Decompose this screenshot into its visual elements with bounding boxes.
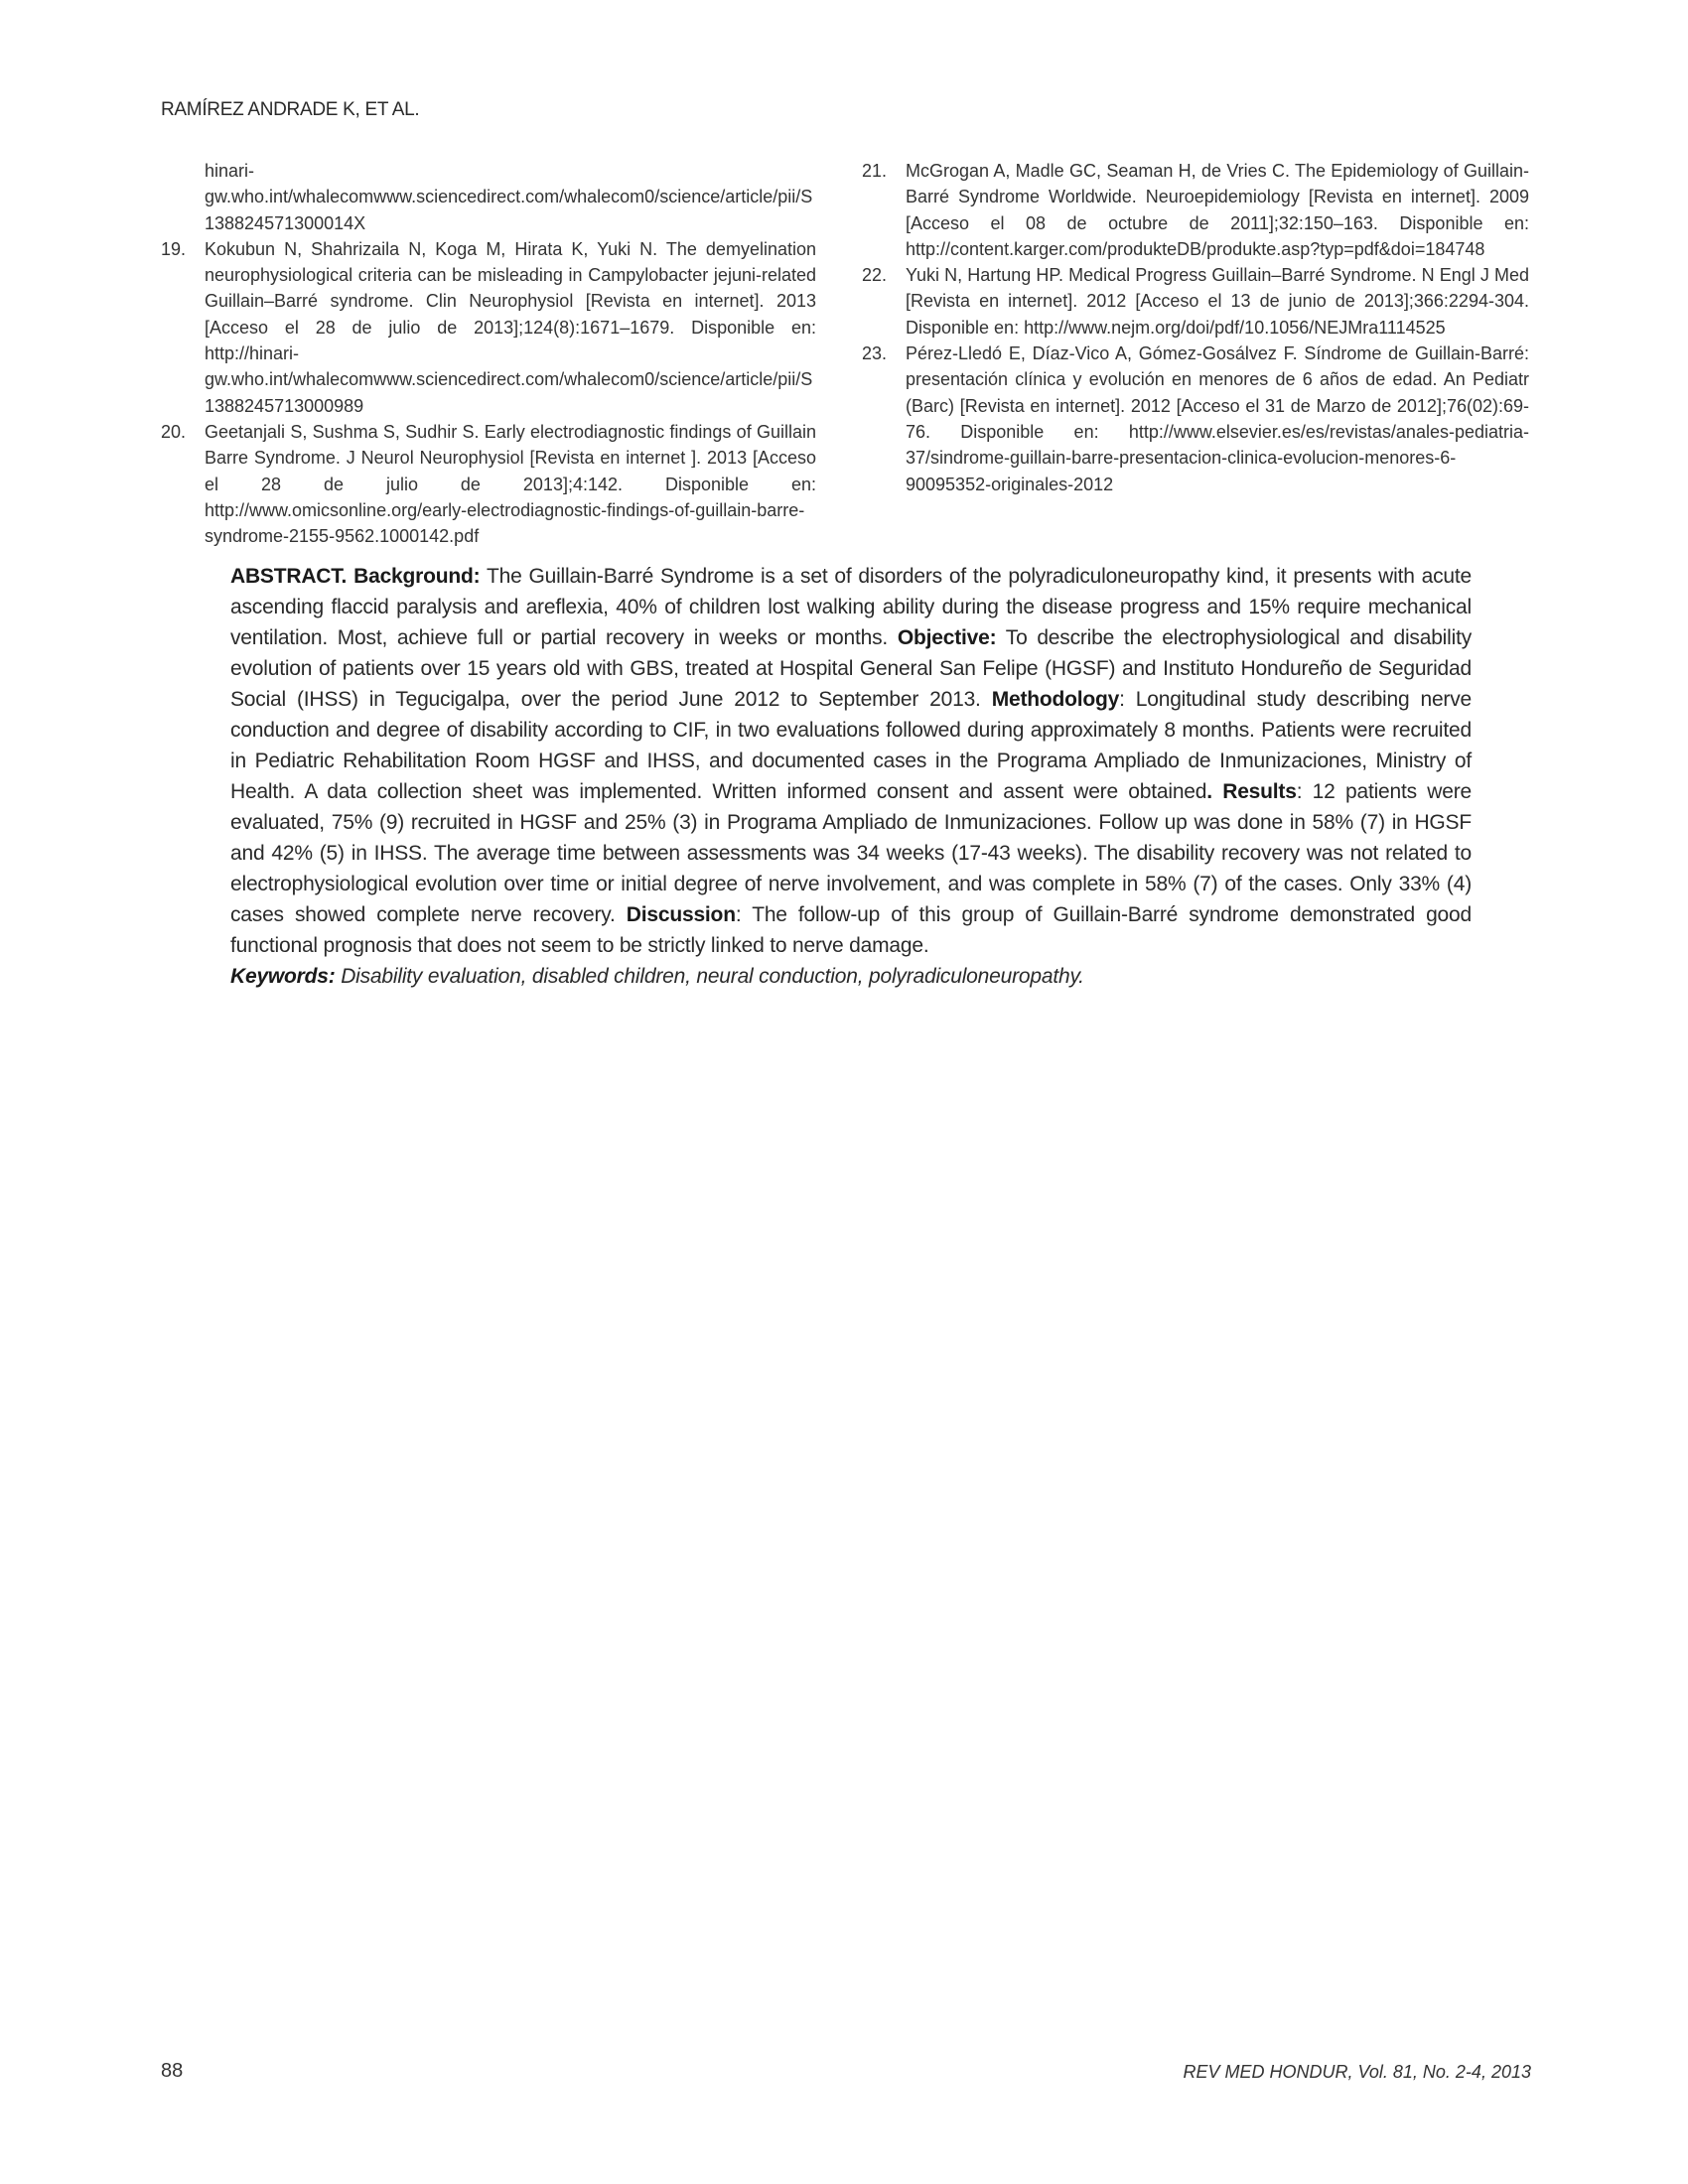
reference-text: hinari-gw.who.int/whalecomwww.sciencedirect.com/whalecom0/science/article/pii/S138824571300014X (205, 161, 813, 233)
objective-text: To describe the electrophysiological and disability evolution of patients over 15 years old with GBS, treated at Hospital General San Felipe (HGSF) and Instituto Hondureño de Seguridad Social (IHSS) in Tegucigalpa, over the period June 2012 to September 2013. (230, 626, 1472, 711)
reference-text: McGrogan A, Madle GC, Seaman H, de Vries C. The Epidemiology of Guillain-Barré Syndrome Worldwide. Neuroepidemiology [Revista en internet]. 2009 [Acceso el 08 de octubre de 2011];32:150–163. Disponible en: http://content.karger.com/produkteDB/produkte.asp?typ=pdf&doi=184748 (906, 161, 1529, 259)
background-label: Background: (353, 565, 481, 588)
reference-text: Pérez-Lledó E, Díaz-Vico A, Gómez-Gosálvez F. Síndrome de Guillain-Barré: presentación clínica y evolución en menores de 6 años de edad. An Pediatr (Barc) [Revista en internet]. 2012 [Acceso el 31 de Marzo de 2012];76(02):69-76. Disponible en: http://www.elsevier.es/es/revistas/anales-pediatria-37/sindrome-guillain-barre-presentacion-clinica-evolucion-menores-6-90095352-originales-2012 (906, 343, 1529, 494)
reference-item (161, 236, 816, 419)
keywords-label: Keywords: (230, 965, 336, 988)
keywords-text: Disability evaluation, disabled children, neural conduction, polyradiculoneuropathy. (341, 965, 1084, 988)
references-left-column (161, 158, 816, 549)
results-text: : 12 patients were evaluated, 75% (9) recruited in HGSF and 25% (3) in Programa Ampliado de Inmunizaciones. Follow up was done in 58% (7) in HGSF and 42% (5) in IHSS. The average time between assessments was 34 weeks (17-43 weeks). The disability recovery was not related to electrophysiological evolution over time or initial degree of nerve involvement, and was complete in 58% (7) of the cases. Only 33% (4) cases showed complete nerve recovery. (230, 780, 1472, 926)
page-number: 88 (161, 2060, 184, 2082)
methodology-text: : Longitudinal study describing nerve conduction and degree of disability according to CIF, in two evaluations followed during approximately 8 months. Patients were recruited in Pediatric Rehabilitation Room HGSF and IHSS, and documented cases in the Programa Ampliado de Inmunizaciones, Ministry of Health. A data collection sheet was implemented. Written informed consent and assent were obtained (230, 688, 1472, 803)
reference-item (161, 158, 816, 236)
reference-text: Geetanjali S, Sushma S, Sudhir S. Early electrodiagnostic findings of Guillain Barre Syndrome. J Neurol Neurophysiol [Revista en internet ]. 2013 [Acceso el 28 de julio de 2013];4:142. Disponible en: http://www.omicsonline.org/early-electrodiagnostic-findings-of-guillain-barre-syndrome-2155-9562.1000142.pdf (205, 421, 816, 547)
methodology-label: Methodology (991, 688, 1120, 711)
reference-number: 20. (161, 421, 187, 442)
reference-text: Kokubun N, Shahrizaila N, Koga M, Hirata K, Yuki N. The demyelination neurophysiological criteria can be misleading in Campylobacter jejuni-related Guillain–Barré syndrome. Clin Neurophysiol [Revista en internet]. 2013 [Acceso el 28 de julio de 2013];124(8):1671–1679. Disponible en: http://hinari-gw.who.int/whalecomwww.sciencedirect.com/whalecom0/science/article/pii/S1388245713000989 (205, 238, 816, 416)
discussion-label: Discussion (626, 903, 736, 926)
reference-number: 23. (862, 343, 888, 364)
reference-item (161, 419, 816, 549)
abstract-block (230, 561, 1472, 992)
journal-citation: REV MED HONDUR, Vol. 81, No. 2-4, 2013 (1183, 2062, 1531, 2082)
reference-item (862, 158, 1529, 262)
background-text: The Guillain-Barré Syndrome is a set of disorders of the polyradiculoneuropathy kind, it presents with acute ascending flaccid paralysis and areflexia, 40% of children lost walking ability during the disease progress and 15% require mechanical ventilation. Most, achieve full or partial recovery in weeks or months. (230, 565, 1472, 649)
reference-item (862, 341, 1529, 497)
reference-number: 21. (862, 161, 888, 181)
references-right-column (862, 158, 1529, 497)
objective-label: Objective: (897, 626, 997, 649)
keywords-line (230, 961, 1472, 992)
reference-number: 19. (161, 238, 187, 259)
running-head: RAMÍREZ ANDRADE K, ET AL. (161, 99, 420, 120)
discussion-text: : The follow-up of this group of Guillain-Barré syndrome demonstrated good functional prognosis that does not seem to be strictly linked to nerve damage. (230, 903, 1472, 957)
reference-item (862, 262, 1529, 341)
abstract-paragraph (230, 561, 1472, 961)
reference-number: 22. (862, 265, 888, 286)
abstract-label: ABSTRACT. (230, 565, 348, 588)
results-label: . Results (1206, 780, 1297, 803)
reference-text: Yuki N, Hartung HP. Medical Progress Guillain–Barré Syndrome. N Engl J Med [Revista en internet]. 2012 [Acceso el 13 de junio de 2013];366:2294-304. Disponible en: http://www.nejm.org/doi/pdf/10.1056/NEJMra1114525 (906, 265, 1529, 338)
